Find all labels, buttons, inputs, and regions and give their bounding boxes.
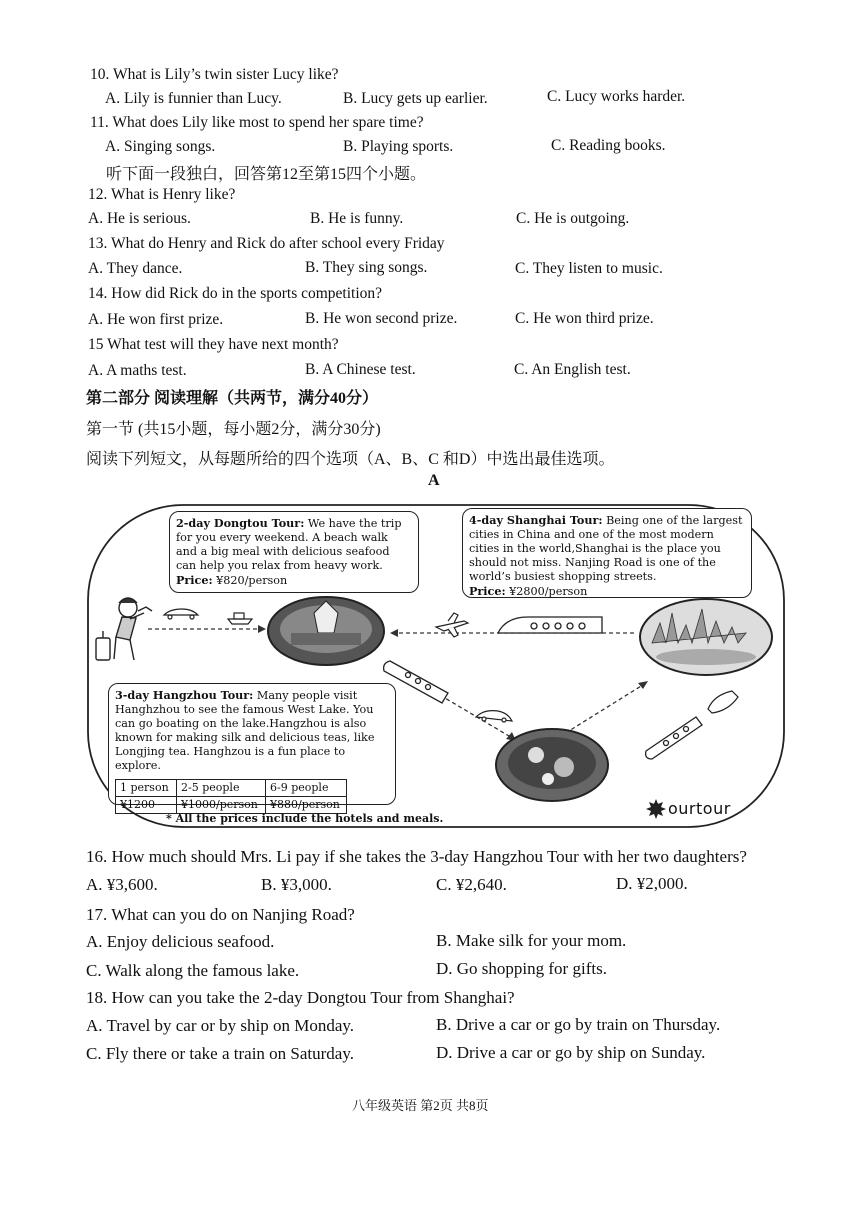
q11-option-a: A. Singing songs. — [105, 138, 216, 155]
q13-text: 13. What do Henry and Rick do after school every Friday — [88, 235, 445, 252]
ourtour-logo: ourtour — [668, 799, 731, 818]
listening-instruction: 听下面一段独白，回答第12至第15四个小题。 — [106, 166, 427, 183]
q13-option-a: A. They dance. — [88, 260, 183, 277]
q11-option-c: C. Reading books. — [551, 137, 666, 154]
q16-text: 16. How much should Mrs. Li pay if she takes the 3-day Hangzhou Tour with her two daughters? — [86, 847, 747, 866]
passage-label: A — [428, 472, 440, 489]
q17-option-b: B. Make silk for your mom. — [436, 931, 627, 950]
dongtou-price-label: Price: — [176, 573, 213, 587]
q12-option-b: B. He is funny. — [310, 210, 404, 227]
section-one-title: 第一节 (共15小题，每小题2分，满分30分) — [86, 421, 381, 438]
q17-option-d: D. Go shopping for gifts. — [436, 959, 607, 978]
q11-text: 11. What does Lily like most to spend her spare time? — [90, 114, 424, 131]
table-cell: 2-5 people — [177, 780, 266, 797]
q15-option-b: B. A Chinese test. — [305, 361, 416, 378]
train-icon-top — [498, 617, 602, 633]
q13-option-b: B. They sing songs. — [305, 259, 428, 276]
q14-option-b: B. He won second prize. — [305, 310, 458, 327]
q15-option-a: A. A maths test. — [88, 362, 187, 379]
hangzhou-price-table — [115, 779, 347, 814]
page-footer: 八年级英语 第2页 共8页 — [352, 1098, 489, 1113]
q14-option-c: C. He won third prize. — [515, 310, 654, 327]
q14-text: 14. How did Rick do in the sports competition? — [88, 285, 383, 302]
q18-option-d: D. Drive a car or go by ship on Sunday. — [436, 1043, 706, 1062]
car-icon-right — [708, 691, 738, 713]
car-icon-mid — [476, 711, 512, 722]
dongtou-tour-title: 2-day Dongtou Tour: — [176, 516, 305, 530]
shanghai-tour-bubble — [462, 508, 752, 598]
q10-option-a: A. Lily is funnier than Lucy. — [105, 90, 282, 107]
poster-prices-note: * All the prices include the hotels and meals. — [166, 812, 444, 825]
part-two-title: 第二部分 阅读理解（共两节，满分40分） — [86, 390, 379, 407]
q12-option-c: C. He is outgoing. — [516, 210, 630, 227]
traveler-illustration — [96, 598, 152, 660]
ourtour-logo-icon — [646, 799, 666, 819]
q18-option-c: C. Fly there or take a train on Saturday. — [86, 1044, 354, 1063]
table-cell: ¥1200 — [116, 797, 177, 814]
q17-text: 17. What can you do on Nanjing Road? — [86, 905, 355, 924]
q14-option-a: A. He won first prize. — [88, 311, 224, 328]
table-cell: ¥1000/person — [177, 797, 266, 814]
hangzhou-photo — [496, 729, 608, 801]
q11-option-b: B. Playing sports. — [343, 138, 454, 155]
hangzhou-tour-description: Many people visit Hanghzhou to see the famous West Lake. You can go boating on the lake.Hangzhou is also known for making silk and delicious teas, like Longjing tea. Hanghzou is a fun place to explore. — [115, 689, 375, 772]
dongtou-price: ¥820/person — [212, 574, 288, 587]
q16-option-d: D. ¥2,000. — [616, 874, 688, 893]
train-icon-right — [646, 717, 702, 759]
q13-option-c: C. They listen to music. — [515, 260, 663, 277]
q16-option-a: A. ¥3,600. — [86, 875, 158, 894]
q15-text: 15 What test will they have next month? — [88, 336, 339, 353]
table-cell: 1 person — [116, 780, 177, 797]
price-table-header-row — [116, 780, 347, 797]
shanghai-tour-title: 4-day Shanghai Tour: — [469, 513, 603, 527]
dongtou-tour-bubble — [169, 511, 419, 593]
shanghai-photo — [640, 599, 772, 675]
q16-option-c: C. ¥2,640. — [436, 875, 507, 894]
q18-option-a: A. Travel by car or by ship on Monday. — [86, 1016, 355, 1035]
tour-poster — [86, 503, 786, 829]
q10-text: 10. What is Lily’s twin sister Lucy like? — [90, 66, 339, 83]
q12-option-a: A. He is serious. — [88, 210, 191, 227]
q15-option-c: C. An English test. — [514, 361, 631, 378]
q16-option-b: B. ¥3,000. — [261, 875, 332, 894]
car-icon-small — [164, 609, 198, 619]
reading-instruction: 阅读下列短文，从每题所给的四个选项（A、B、C 和D）中选出最佳选项。 — [86, 451, 615, 468]
table-cell: 6-9 people — [266, 780, 347, 797]
q10-option-c: C. Lucy works harder. — [547, 88, 686, 105]
hangzhou-tour-title: 3-day Hangzhou Tour: — [115, 688, 254, 702]
hangzhou-tour-bubble — [108, 683, 396, 811]
q17-option-c: C. Walk along the famous lake. — [86, 961, 300, 980]
ship-icon-small — [228, 613, 252, 624]
q18-text: 18. How can you take the 2-day Dongtou Tour from Shanghai? — [86, 988, 515, 1007]
shanghai-price-label: Price: — [469, 584, 506, 598]
table-cell: ¥880/person — [266, 797, 347, 814]
price-table-value-row — [116, 797, 347, 814]
dongtou-tour-description: We have the trip for you every weekend. A beach walk and a big meal with delicious seafood can help you relax from heavy work. — [176, 517, 402, 572]
q12-text: 12. What is Henry like? — [88, 186, 236, 203]
q10-option-b: B. Lucy gets up earlier. — [343, 90, 488, 107]
q17-option-a: A. Enjoy delicious seafood. — [86, 932, 275, 951]
shanghai-tour-description: Being one of the largest cities in China and one of the most modern cities in the world,Shanghai is the place you should not miss. Nanjing Road is one of the world’s busiest shopping streets. — [469, 514, 743, 583]
q18-option-b: B. Drive a car or go by train on Thursday. — [436, 1015, 721, 1034]
shanghai-price: ¥2800/person — [505, 585, 588, 598]
dongtou-photo — [268, 597, 384, 665]
